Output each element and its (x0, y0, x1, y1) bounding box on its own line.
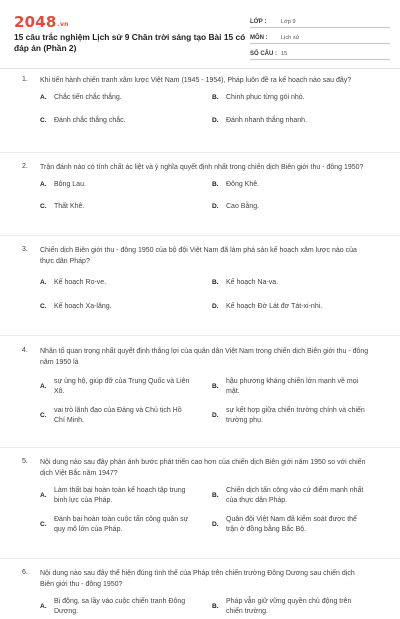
question-number: 4. (22, 347, 28, 354)
meta-value: Lớp 9 (281, 19, 296, 25)
document-title: 15 câu trắc nghiệm Lịch sử 9 Chân trời sáng tạo Bài 15 có đáp án (Phần 2) (14, 32, 246, 53)
option-d[interactable] (212, 202, 384, 212)
option-text: Kế hoạch Ro-ve. (54, 279, 107, 286)
option-letter: A. (40, 382, 47, 390)
option-text: vai trò lãnh đạo của Đảng và Chủ tịch Hồ Chí Minh. (54, 407, 182, 424)
question-1 (0, 76, 400, 152)
option-d[interactable] (212, 302, 384, 312)
answer-options (40, 278, 384, 311)
option-text: Bị động, sa lầy vào cuộc chiến tranh Đông Dương. (54, 598, 186, 615)
header-divider (0, 68, 400, 69)
option-letter: A. (40, 180, 47, 188)
option-letter: B. (212, 279, 219, 286)
option-letter: B. (212, 382, 219, 390)
option-letter: B. (212, 602, 219, 610)
option-text: Đánh nhanh thắng nhanh. (226, 117, 307, 124)
option-c[interactable] (40, 116, 212, 126)
option-letter: A. (40, 602, 47, 610)
question-text: Chiến dịch Biên giới thu - đông 1950 của bộ đội Việt Nam đã làm phá sản kế hoạch xâm lược nào của thực dân Pháp? (40, 247, 357, 265)
question-number: 1. (22, 76, 28, 83)
question-text: Trận đánh nào có tính chất ác liệt và ý nghĩa quyết định nhất trong chiến dịch Biên giới thu - đông 1950? (40, 164, 364, 171)
answer-options (40, 597, 384, 616)
option-a[interactable] (40, 180, 212, 190)
option-c[interactable] (40, 515, 212, 534)
option-text: Đánh bại hoàn toàn cuộc tấn công quân sự quy mô lớn của Pháp. (54, 516, 189, 533)
option-text: Làm thất bại hoàn toàn kế hoạch tập trung binh lực của Pháp. (54, 487, 186, 504)
logo-suffix: .vn (57, 21, 69, 28)
answer-options (40, 180, 384, 212)
option-letter: B. (212, 491, 219, 499)
option-letter: C. (40, 411, 47, 419)
option-letter: C. (40, 203, 47, 210)
question-text: Khi tiến hành chiến tranh xâm lược Việt Nam (1945 - 1954), Pháp luôn đề ra kế hoạch nào sau đây? (40, 77, 352, 84)
option-text: Chắc tiến chắc thắng. (54, 93, 122, 101)
answer-options (40, 486, 384, 534)
answer-options (40, 377, 384, 425)
option-text: Bông Lau. (54, 180, 86, 188)
option-d[interactable] (212, 116, 384, 126)
question-number: 6. (22, 569, 28, 576)
answer-options (40, 93, 384, 126)
meta-value: 15 (281, 51, 288, 57)
meta-row-count (250, 46, 390, 60)
option-b[interactable] (212, 597, 384, 616)
option-a[interactable] (40, 93, 212, 103)
option-letter: A. (40, 93, 47, 101)
question-4 (0, 336, 400, 447)
option-letter: A. (40, 279, 47, 286)
option-text: Đánh chắc thắng chắc. (54, 117, 126, 124)
option-letter: D. (212, 117, 219, 124)
option-letter: C. (40, 520, 47, 528)
option-letter: C. (40, 117, 47, 124)
option-text: hậu phương kháng chiến lớn mạnh về mọi mặt. (226, 378, 359, 395)
option-text: Chiến dịch tấn công vào cứ điểm mạnh nhất của thực dân Pháp. (226, 487, 364, 504)
option-text: sự kết hợp giữa chiến trường chính và chiến trường phụ. (226, 407, 365, 424)
option-text: sự ủng hộ, giúp đỡ của Trung Quốc và Liên Xô. (54, 378, 190, 395)
option-letter: D. (212, 411, 219, 419)
option-c[interactable] (40, 302, 212, 312)
option-letter: A. (40, 491, 47, 499)
option-letter: D. (212, 203, 219, 210)
meta-key: SỐ CÂU : (250, 51, 277, 57)
option-text: Kế hoạch Xa-lăng. (54, 302, 112, 310)
option-d[interactable] (212, 406, 384, 425)
meta-key: MÔN : (250, 35, 268, 41)
option-letter: D. (212, 302, 219, 310)
meta-row-class (250, 14, 390, 28)
option-b[interactable] (212, 180, 384, 190)
option-a[interactable] (40, 278, 212, 288)
option-letter: C. (40, 302, 47, 310)
option-letter: D. (212, 520, 219, 528)
question-2 (0, 153, 400, 235)
option-text: Kế hoạch Na-va. (226, 279, 279, 286)
site-logo[interactable] (14, 13, 69, 31)
option-text: Chinh phục từng gói nhỏ. (226, 93, 305, 101)
question-list (0, 76, 400, 619)
question-3 (0, 236, 400, 335)
meta-row-subject (250, 30, 390, 44)
question-text: Nhân tố quan trọng nhất quyết định thắng lợi của quân dân Việt Nam trong chiến dịch Biên giới thu - đông năm 1950 là (40, 348, 369, 366)
option-a[interactable] (40, 486, 212, 505)
meta-value: Lịch sử (281, 35, 300, 41)
question-5 (0, 448, 400, 558)
option-text: Kế hoạch Đờ Lát đơ Tát-xi-nhi. (226, 302, 323, 310)
option-text: Đông Khê. (226, 180, 260, 188)
option-b[interactable] (212, 93, 384, 103)
meta-key: LỚP : (250, 19, 267, 25)
logo-text: 2048 (14, 13, 57, 31)
document-meta (250, 14, 390, 62)
page-header (0, 0, 400, 62)
option-a[interactable] (40, 377, 212, 396)
option-text: Quân đội Việt Nam đã kiểm soát được thế trận ở đồng bằng Bắc Bộ. (226, 516, 357, 533)
option-text: Thất Khê. (54, 203, 85, 210)
option-text: Pháp vẫn giữ vững quyền chủ động trên chiến trường. (226, 598, 352, 615)
option-text: Cao Bằng. (226, 203, 260, 210)
option-c[interactable] (40, 406, 212, 425)
option-b[interactable] (212, 377, 384, 396)
question-text: Nội dung nào sau đây phản ánh bước phát triển cao hơn của chiến dịch Biên giới năm 1950 so với chiến dịch Việt Bắc năm 1947? (40, 459, 366, 477)
question-text: Nội dung nào sau đây thể hiện đúng tình thế của Pháp trên chiến trường Đông Dương sau chiến dịch Biên giới thu - đông 1950? (40, 570, 355, 588)
question-number: 5. (22, 458, 28, 465)
option-c[interactable] (40, 202, 212, 212)
option-letter: B. (212, 180, 219, 188)
option-d[interactable] (212, 515, 384, 534)
question-6 (0, 559, 400, 619)
question-number: 3. (22, 246, 28, 253)
option-a[interactable] (40, 597, 212, 616)
option-letter: B. (212, 93, 219, 101)
question-number: 2. (22, 163, 28, 170)
option-b[interactable] (212, 486, 384, 505)
option-b[interactable] (212, 278, 384, 288)
